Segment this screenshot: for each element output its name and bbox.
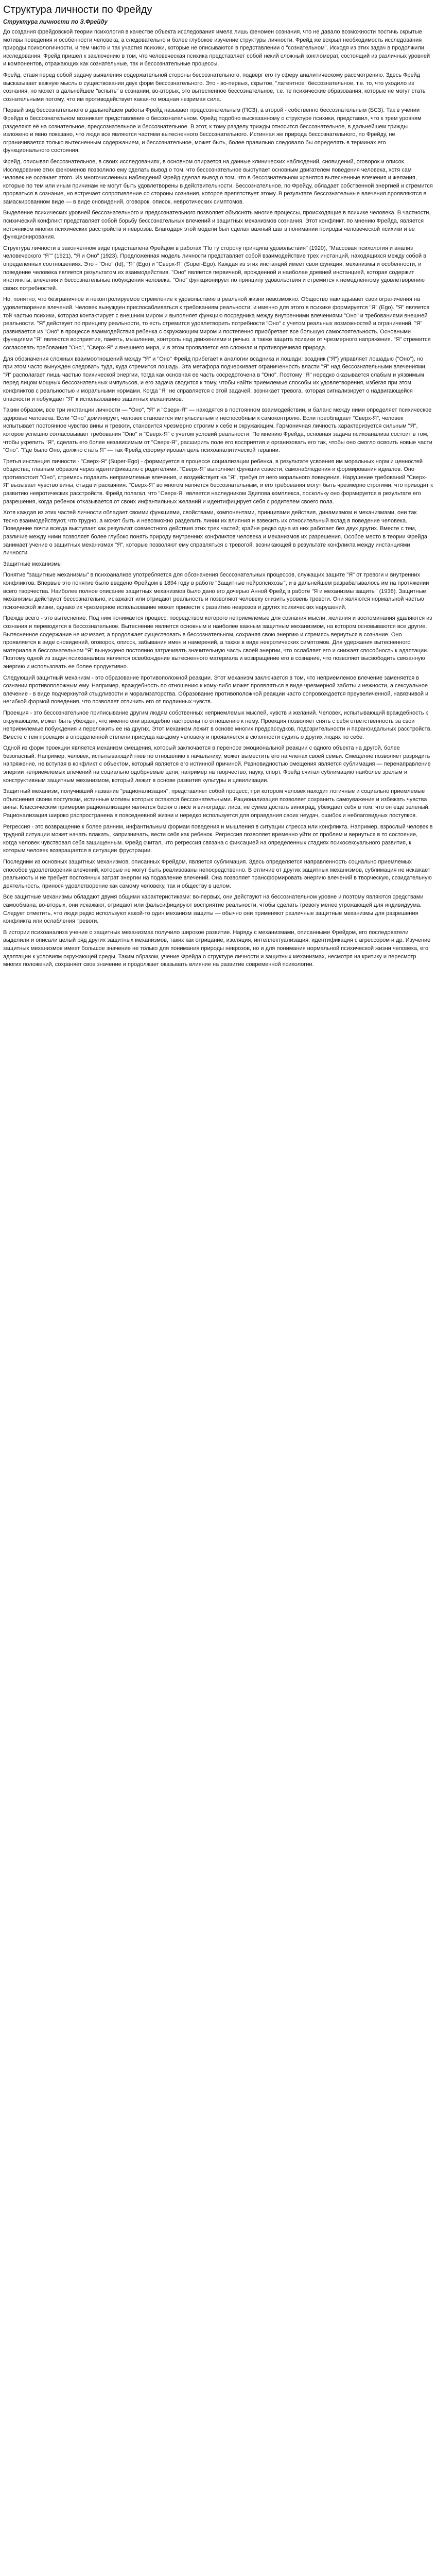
paragraph: Но, понятно, что безграничное и неконтролируемое стремление к удовольствию в реальной жизни невозможно. Общество накладывает свои ограничения на удовлетворение влечений. Человек вынужден приспосабливаться к требованиям реальности, и именно для этого в психике формируется "Я" (Ego). "Я" является той частью психики, которая контактирует с внешним миром и выполняет функцию посредника между внутренними влечениями "Оно" и требованиями внешней реальности. "Я" действует по принципу реальности, то есть стремится удовлетворить потребности "Оно" с учетом реальных возможностей и ограничений. "Я" развивается из "Оно" в процессе взаимодействия ребенка с окружающим миром и постепенно приобретает все большую самостоятельность. Основными функциями "Я" являются восприятие, память, мышление, контроль над движениями и речью, а также защита психики от чрезмерного напряжения. "Я" стремится согласовать требования "Оно", "Сверх-Я" и внешнего мира, и в этом проявляется его сложная и противоречивая природа. (3, 296, 431, 351)
paragraph: Проекция - это бессознательное приписывание другим людям собственных неприемлемых мыслей, чувств и желаний. Человек, испытывающий враждебность к окружающим, может быть убежден, что именно они враждебно настроены по отношению к нему. Проекция позволяет снять с себя ответственность за свои неприемлемые побуждения и переложить ее на других. Этот механизм лежит в основе многих предрассудков, подозрительности и параноидальных расстройств. Вместе с тем проекция в определенной степени присуща каждому человеку и проявляется в склонности судить о других людях по себе. (3, 709, 432, 740)
paragraph: Все защитные механизмы обладают двумя общими характеристиками: во-первых, они действуют на бессознательном уровне и поэтому являются средствами самообмана; во-вторых, они искажают, отрицают или фальсифицируют восприятие реальности, чтобы сделать тревогу менее угрожающей для индивидуума. Следует отметить, что люди редко используют какой-то один механизм защиты — обычно они применяют различные защитные механизмы для разрешения конфликта или ослабления тревоги. (3, 894, 424, 925)
paragraph: Фрейд, ставя перед собой задачу выявления содержательной стороны бессознательного, подверг его ту сферу аналитическому рассмотрению. Здесь Фрейд высказывает важную мысль о существовании двух форм бессознательного. Это - во-первых, скрытое, "латентное" бессознательное, т.е. то, что уходило из сознания, но может в дальнейшем "вспыть" в сознании, во-вторых, это вытесненное бессознательное, т.е. те психические образования, которые не могут стать сознательными потому, что им противодействует какая-то мощная незримая сила. (3, 72, 426, 103)
paragraph: До создания фрейдовской теории психология в качестве объекта исследования имела лишь феномен сознания, что не давало возможности постичь скрытые мотивы поведения и особенности человека, а следовательно и более глубокое изучение структуры личности. Фрейд же вскрыл необходимость исследования природы психологичности, и тем чисто и так участия психики, которые не описываются в представлении о "сознательном". Исходя из этих задач в продолжили исследования. Фрейд пришел к заключению в том, что человеческая психика представляет собой некий сложный конгломерат, состоящий из различных уровней и компонентов, отражающих как сознательные, так и бессознательные процессы. (3, 29, 430, 67)
article (0, 0, 436, 978)
page-title: Структура личности по Фрейду (3, 4, 152, 15)
article-subtitle: Структура личности по З.Фрейду (3, 19, 108, 25)
paragraph: Таким образом, все три инстанции личности — "Оно", "Я" и "Сверх-Я" — находятся в постоянном взаимодействии, и баланс между ними определяет психическое здоровье человека. Если "Оно" доминирует, человек становится импульсивным и неспособным к самоконтролю. Если преобладает "Сверх-Я", человек испытывает постоянное чувство вины и тревоги, становится чрезмерно строгим к себе и окружающим. Гармоничная личность характеризуется сильным "Я", которое успешно согласовывает требования "Оно" и "Сверх-Я" с учетом условий реальности. По мнению Фрейда, основная задача психоанализа состоит в том, чтобы укрепить "Я", сделать его более независимым от "Сверх-Я", расширить поле его восприятия и организовать его так, чтобы оно смогло освоить новые части "Оно". "Где было Оно, должно стать Я" — так Фрейд сформулировал цель психоаналитической терапии. (3, 407, 432, 454)
paragraph: Хотя каждая из этих частей личности обладает своими функциями, свойствами, компонентами, принципами действия, динамизмом и механизмами, они так тесно взаимодействуют, что трудно, а может быть и невозможно разделить линии их влияния и взвесить их относительный вклад в поведение человека. Поведение почти всегда выступает как результат совместного действия этих трех частей; крайне редко одна из них работает без двух других. Вместе с тем, различие между ними позволяет более глубоко понять природу внутренних конфликтов человека и механизмов их разрешения. Особое место в теории Фрейда занимает учение о защитных механизмах "Я", которые позволяют ему справляться с тревогой, возникающей в результате конфликта между инстанциями личности. (3, 510, 428, 556)
paragraph: Первый вид бессознательного в дальнейшем работы Фрейд называет предсознательным (ПСЗ), а второй - собственно бессознательным (БСЗ). Так в учении Фрейда о бессознательном возникает представление о бессознательном. Фрейд подобно высказанному о структуре психики, представил, что к трем уровням разделяют её на сознательное, предсознательное и бессознательное. В этот, к тому разделу трижды относится бессознательное, в дальнейшем трижды изложено и явно показано, что люди все являются частями вытесненного бессознательного. Истинная же природа бессознательного, по Фрейду, не ограничивается только вытесненным содержанием, и бессознательное, может быть, более правильно следовало бы определять в терминах его функционального состояния. (3, 107, 422, 154)
paragraph: Одной из форм проекции является механизм смещения, который заключается в переносе эмоциональной реакции с одного объекта на другой, более безопасный. Например, человек, испытывающий гнев по отношению к начальнику, может выместить его на членах своей семьи. Смещение позволяет разрядить напряжение, не вступая в конфликт с объектом, который является его истинной причиной. Разновидностью смещения является сублимация — перенаправление энергии неприемлемых влечений на социально одобряемые цели, например на творчество, науку, спорт. Фрейд считал сублимацию наиболее зрелым и конструктивным защитным механизмом, который лежит в основе развития культуры и цивилизации. (3, 745, 431, 784)
paragraph: Последним из основных защитных механизмов, описанных Фрейдом, является сублимация. Здесь определяется направленность социально приемлемых способов удовлетворения влечений, которые не могут быть реализованы непосредственно. В отличие от других защитных механизмов, сублимация не искажает реальность и не требует постоянных затрат энергии на подавление влечений. Она позволяет трансформировать энергию влечений в творческую, созидательную деятельность, принося удовлетворение как самому человеку, так и обществу в целом. (3, 859, 432, 889)
paragraph: Выделение психических уровней бессознательного и предсознательного позволяет объяснять многие процессы, происходящие в психике человека. В частности, психический конфликт представляет собой борьбу бессознательных влечений и защитных механизмов сознания. Этот конфликт, по мнению Фрейда, является источником многих психических расстройств и неврозов. Благодаря этой модели был сделан важный шаг в понимании природы человеческой психики и ее функционирования. (3, 210, 431, 241)
paragraph: Прежде всего - это вытеснение. Под ним понимается процесс, посредством которого неприемлемые для сознания мысли, желания и воспоминания удаляются из сознания и переводятся в бессознательное. Вытеснение является основным и наиболее важным защитным механизмом, на котором основываются все другие. Вытесненное содержание не исчезает, а продолжает существовать в бессознательном, сохраняя свою энергию и стремясь вернуться в сознание. Оно проявляется в виде сновидений, оговорок, описок, забывания имен и намерений, а также в виде невротических симптомов. Для удержания вытесненного материала в бессознательном "Я" вынуждено постоянно затрачивать значительную часть своей энергии, что ослабляет его и снижает способность к адаптации. Поэтому одной из задач психоанализа является освобождение вытесненного материала и возвращение его в сознание, что позволяет высвободить связанную энергию и использовать ее более продуктивно. (3, 615, 432, 670)
paragraph: Защитный механизм, получивший название "рационализация", представляет собой процесс, при котором человек находит логичные и социально приемлемые объяснения своим поступкам, истинные мотивы которых остаются бессознательными. Рационализация позволяет сохранить самоуважение и избежать чувства вины. Классическим примером рационализации является басня о лисе и винограде: лиса, не сумев достать виноград, убеждает себя в том, что он еще зеленый. Рационализация широко распространена в повседневной жизни и нередко используется для оправдания своих неудач, ошибок и неблаговидных поступков. (3, 788, 430, 819)
paragraph: Структура личности в законченном виде представлена Фрейдом в работах "По ту сторону принципа удовольствия" (1920), "Массовая психология и анализ человеческого "Я"" (1921), "Я и Оно" (1923). Предложенная модель личности представляет собой взаимодействие трех инстанций, находящихся между собой в определенных соотношениях. Это - "Оно" (Id), "Я" (Ego) и "Сверх-Я" (Super-Ego). Каждая из этих инстанций имеет свои функции, механизмы и особенности, и поведение человека является результатом их взаимодействия. "Оно" является первичной, врожденной и наиболее древней инстанцией, которая содержит инстинкты, влечения и бессознательные побуждения человека. "Оно" функционирует по принципу удовольствия и стремится к немедленному удовлетворению своих потребностей. (3, 245, 426, 292)
paragraph: В истории психоанализа учение о защитных механизмах получило широкое развитие. Наряду с механизмами, описанными Фрейдом, его последователи выделили и описали целый ряд других защитных механизмов, таких как отрицание, изоляция, интеллектуализация, идентификация с агрессором и др. Изучение защитных механизмов имеет большое значение не только для понимания природы неврозов, но и для понимания нормальной психической жизни человека, его адаптации к условиям окружающей среды. Таким образом, учение Фрейда о структуре личности и защитных механизмах, несмотря на критику и пересмотр многих положений, сохраняет свое значение и продолжает оказывать влияние на развитие современной психологии. (3, 929, 431, 968)
paragraph: Следующий защитный механизм - это образование противоположной реакции. Этот механизм заключается в том, что неприемлемое влечение заменяется в сознании противоположным ему. Например, враждебность по отношению к кому-либо может проявляться в виде чрезмерной заботы и нежности, а сексуальное влечение - в виде подчеркнутой стыдливости и морализаторства. Образование противоположной реакции часто сопровождается преувеличенной, навязчивой и негибкой формой поведения, что позволяет отличить его от подлинных чувств. (3, 674, 429, 705)
paragraph: Понятие "защитные механизмы" в психоанализе употребляется для обозначения бессознательных процессов, служащих защите "Я" от тревоги и внутренних конфликтов. Впервые это понятие было введено Фрейдом в 1894 году в работе "Защитные нейропсихозы", и в дальнейшем разрабатывалось им на протяжении всего творчества. Наиболее полное описание защитных механизмов было дано его дочерью Анной Фрейд в работе "Я и механизмы защиты" (1936). Защитные механизмы действуют бессознательно, искажают или отрицают реальность и позволяют человеку снизить уровень тревоги. Они являются нормальной частью психической жизни, однако их чрезмерное использование может привести к развитию неврозов и других психических нарушений. (3, 572, 429, 611)
paragraph: Защитные механизмы (3, 561, 62, 567)
paragraph: Для обозначения сложных взаимоотношений между "Я" и "Оно" Фрейд прибегает к аналогии всадника и лошади: всадник ("Я") управляет лошадью ("Оно"), но при этом часто вынужден следовать туда, куда стремится лошадь. Эта метафора подчеркивает ограниченность власти "Я" над бессознательными влечениями. "Я" располагает лишь частью психической энергии, тогда как основная ее часть сосредоточена в "Оно". Поэтому "Я" нередко оказывается слабым и уязвимым перед лицом мощных бессознательных импульсов, и его задача сводится к тому, чтобы найти приемлемые способы их удовлетворения, избегая при этом конфликтов с реальностью и моральными нормами. Когда "Я" не справляется с этой задачей, возникает тревога, которая сигнализирует о надвигающейся опасности и побуждает "Я" к использованию защитных механизмов. (3, 355, 427, 402)
article-body (3, 28, 433, 969)
paragraph: Третья инстанция личности - "Сверх-Я" (Super-Ego) - формируется в процессе социализации ребенка, в результате усвоения им моральных норм и ценностей общества, главным образом через идентификацию с родителями. "Сверх-Я" выполняет функции совести, самонаблюдения и формирования идеалов. Оно противостоит "Оно", стремясь подавить неприемлемые влечения, и воздействует на "Я", требуя от него морального поведения. Нарушение требований "Сверх-Я" вызывает чувство вины, стыда и раскаяния. "Сверх-Я" во многом является бессознательным, и его требования могут быть чрезмерно строгими, что приводит к развитию невротических расстройств. Фрейд полагал, что "Сверх-Я" является наследником Эдипова комплекса, поскольку оно формируется в результате его разрешения, когда ребенок отказывается от своих инфантильных желаний и идентифицирует себя с родителем своего пола. (3, 458, 433, 505)
paragraph: Регрессия - это возвращение к более ранним, инфантильным формам поведения и мышления в ситуации стресса или конфликта. Например, взрослый человек в трудной ситуации может начать плакать, капризничать, вести себя как ребенок. Регрессия позволяет временно уйти от проблем и вернуться в то состояние, когда человек чувствовал себя защищенным. Фрейд считал, что регрессия связана с фиксацией на определенных стадиях психосексуального развития, к которым человек возвращается в ситуации фрустрации. (3, 823, 433, 854)
paragraph: Фрейд, описывая бессознательное, в своих исследованиях, в основном опирается на данные клинических наблюдений, сновидений, оговорок и описок. Исследование этих феноменов позволило ему сделать вывод о том, что бессознательное выступает основным двигателем поведения человека, хотя сам человек не осознает этого. Из многочисленных наблюдений Фрейд сделал вывод о том, что в бессознательном хранятся вытесненные влечения и желания, которые по тем или иным причинам не могут быть удовлетворены в действительности. Бессознательное, по Фрейду, обладает собственной энергией и стремится прорваться в сознание, но встречает сопротивление со стороны сознания, которое препятствует этому. В результате бессознательные влечения проявляются в замаскированном виде — в виде сновидений, оговорок, описок, невротических симптомов. (3, 158, 433, 205)
